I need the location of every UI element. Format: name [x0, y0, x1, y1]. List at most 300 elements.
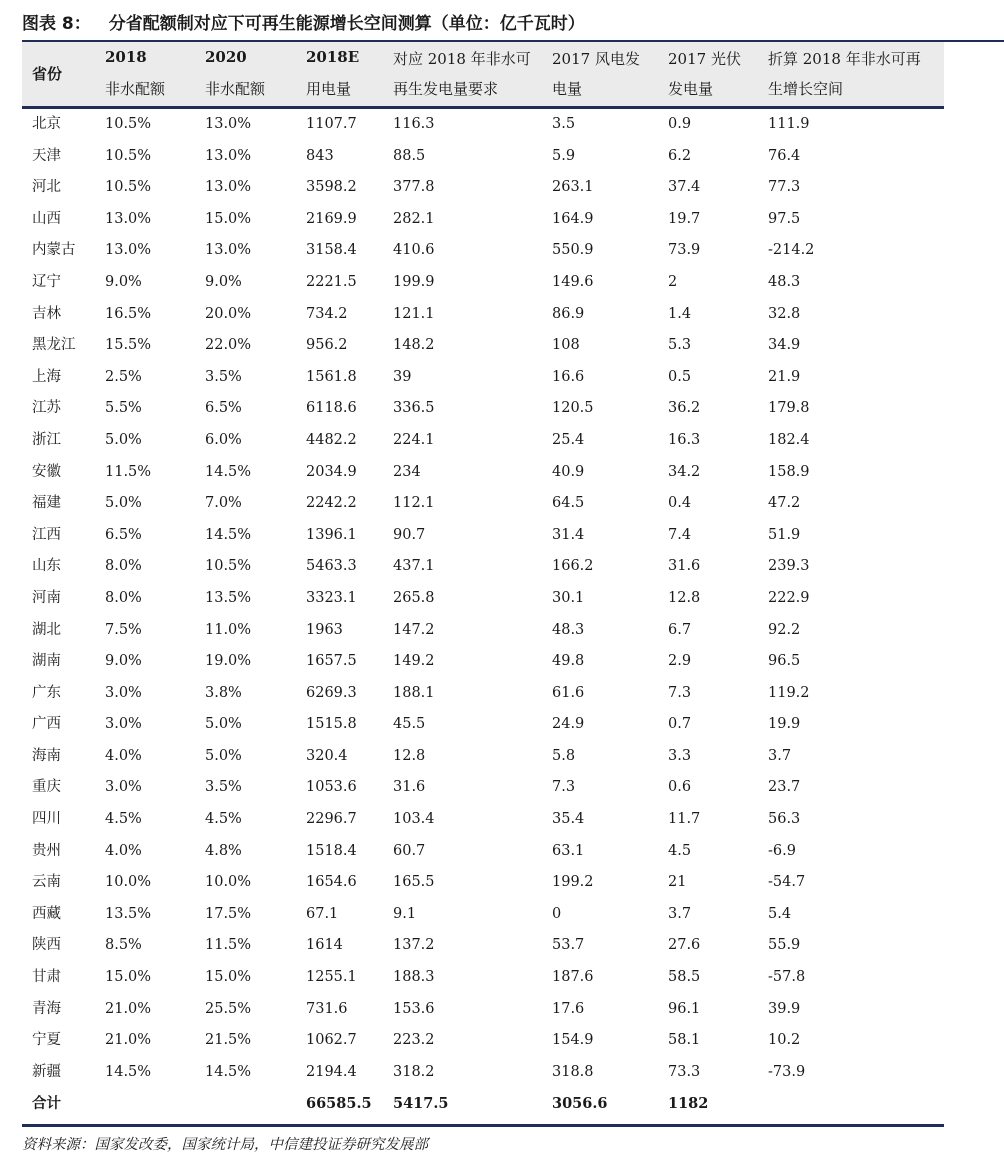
cell-quota-2018: 9.0% — [105, 273, 142, 290]
cell-solar-2017: 5.3 — [668, 337, 692, 354]
cell-required-generation: 437.1 — [393, 558, 435, 575]
table-row — [0, 235, 1004, 267]
cell-province: 甘肃 — [32, 969, 61, 986]
cell-required-generation: 90.7 — [393, 526, 426, 543]
cell-solar-2017: 0.5 — [668, 368, 692, 385]
cell-province: 天津 — [32, 147, 61, 164]
cell-solar-2017: 58.1 — [668, 1032, 701, 1049]
cell-required-generation: 88.5 — [393, 147, 426, 164]
header-line1: 2017 风电发 — [552, 50, 640, 68]
cell-solar-2017: 27.6 — [668, 937, 701, 954]
cell-quota-2018: 2.5% — [105, 368, 142, 385]
cell-required-generation: 282.1 — [393, 210, 435, 227]
cell-solar-2017: 0.4 — [668, 495, 692, 512]
cell-growth-space: 5.4 — [768, 905, 792, 922]
table-row — [0, 583, 1004, 615]
cell-quota-2020: 5.0% — [205, 747, 242, 764]
cell-required-generation: 9.1 — [393, 905, 417, 922]
cell-required-generation: 153.6 — [393, 1000, 435, 1017]
table-row — [0, 457, 1004, 489]
cell-quota-2020: 13.0% — [205, 242, 252, 259]
cell-consumption-2018e: 3323.1 — [306, 589, 357, 606]
table-row — [0, 1057, 1004, 1089]
cell-province: 四川 — [32, 811, 61, 828]
cell-province: 广西 — [32, 716, 61, 733]
cell-province: 广东 — [32, 684, 61, 701]
cell-required-generation: 265.8 — [393, 589, 435, 606]
cell-solar-2017: 73.9 — [668, 242, 701, 259]
header-line1: 2017 光伏 — [668, 50, 741, 68]
cell-quota-2018: 13.5% — [105, 905, 152, 922]
cell-quota-2018: 3.0% — [105, 684, 142, 701]
cell-province: 山西 — [32, 210, 61, 227]
cell-consumption-2018e: 1614 — [306, 937, 343, 954]
cell-quota-2020: 15.0% — [205, 210, 252, 227]
cell-quota-2018: 5.0% — [105, 431, 142, 448]
cell-wind-2017: 187.6 — [552, 969, 594, 986]
cell-consumption-2018e: 1255.1 — [306, 969, 357, 986]
cell-required-generation: 147.2 — [393, 621, 435, 638]
cell-quota-2020: 4.8% — [205, 842, 242, 859]
table-row — [0, 836, 1004, 868]
cell-consumption-2018e: 1518.4 — [306, 842, 357, 859]
cell-growth-space: 39.9 — [768, 1000, 801, 1017]
cell-province: 河南 — [32, 589, 61, 606]
table-row — [0, 109, 1004, 141]
cell-quota-2020: 25.5% — [205, 1000, 252, 1017]
cell-quota-2020: 14.5% — [205, 1063, 252, 1080]
cell-required-generation: 121.1 — [393, 305, 435, 322]
cell-growth-space: 76.4 — [768, 147, 801, 164]
cell-required-generation: 112.1 — [393, 495, 435, 512]
cell-consumption-2018e: 320.4 — [306, 747, 348, 764]
cell-growth-space: -6.9 — [768, 842, 796, 859]
cell-province: 湖南 — [32, 653, 61, 670]
cell-consumption-2018e: 1515.8 — [306, 716, 357, 733]
cell-consumption-2018e: 4482.2 — [306, 431, 357, 448]
cell-province: 上海 — [32, 368, 61, 385]
cell-growth-space: 111.9 — [768, 116, 810, 132]
cell-quota-2018: 11.5% — [105, 463, 152, 480]
figure-title — [22, 10, 585, 38]
cell-required-generation: 188.1 — [393, 684, 435, 701]
cell-wind-2017: 17.6 — [552, 1000, 585, 1017]
cell-wind-2017: 16.6 — [552, 368, 585, 385]
source-note: 资料来源：国家发改委，国家统计局，中信建投证券研究发展部 — [22, 1137, 428, 1153]
cell-growth-space: 34.9 — [768, 337, 801, 354]
cell-growth-space: -54.7 — [768, 874, 806, 891]
cell-wind-2017: 149.6 — [552, 273, 594, 290]
cell-solar-2017: 0.6 — [668, 779, 692, 796]
cell-growth-space: 48.3 — [768, 273, 801, 290]
cell-solar-2017: 0.9 — [668, 116, 692, 132]
cell-growth-space: 179.8 — [768, 400, 810, 417]
table-row — [0, 362, 1004, 394]
cell-wind-2017: 53.7 — [552, 937, 585, 954]
cell-province: 海南 — [32, 747, 61, 764]
cell-consumption-2018e: 6118.6 — [306, 400, 357, 417]
cell-consumption-2018e: 5463.3 — [306, 558, 357, 575]
cell-quota-2020: 7.0% — [205, 495, 242, 512]
cell-wind-2017: 5.8 — [552, 747, 576, 764]
cell-consumption-2018e: 1107.7 — [306, 116, 357, 132]
cell-required-generation: 116.3 — [393, 116, 435, 132]
header-line1: 对应 2018 年非水可 — [393, 50, 531, 68]
cell-consumption-2018e: 731.6 — [306, 1000, 348, 1017]
cell-consumption-2018e: 1396.1 — [306, 526, 357, 543]
cell-quota-2018: 10.5% — [105, 116, 152, 132]
cell-quota-2020: 13.0% — [205, 179, 252, 196]
cell-solar-2017: 1.4 — [668, 305, 692, 322]
cell-wind-2017: 25.4 — [552, 431, 585, 448]
cell-consumption-2018e: 2296.7 — [306, 811, 357, 828]
cell-wind-2017: 35.4 — [552, 811, 585, 828]
cell-wind-2017: 263.1 — [552, 179, 594, 196]
cell-province: 湖北 — [32, 621, 61, 638]
cell-province: 云南 — [32, 874, 61, 891]
cell-quota-2020: 10.0% — [205, 874, 252, 891]
cell-required-generation: 12.8 — [393, 747, 426, 764]
cell-required-generation: 377.8 — [393, 179, 435, 196]
cell-quota-2020: 21.5% — [205, 1032, 252, 1049]
cell-quota-2018: 15.0% — [105, 969, 152, 986]
cell-consumption-2018e: 66585.5 — [306, 1095, 372, 1113]
cell-province: 山东 — [32, 558, 61, 575]
cell-quota-2018: 13.0% — [105, 210, 152, 227]
cell-required-generation: 188.3 — [393, 969, 435, 986]
table-row — [0, 267, 1004, 299]
table-row — [0, 930, 1004, 962]
header-line2: 非水配额 — [205, 80, 266, 98]
cell-consumption-2018e: 6269.3 — [306, 684, 357, 701]
cell-consumption-2018e: 67.1 — [306, 905, 339, 922]
cell-required-generation: 137.2 — [393, 937, 435, 954]
cell-required-generation: 39 — [393, 368, 412, 385]
cell-quota-2020: 13.0% — [205, 147, 252, 164]
figure-caption: 分省配额制对应下可再生能源增长空间测算（单位：亿千瓦时） — [108, 14, 585, 34]
cell-province: 新疆 — [32, 1063, 61, 1080]
cell-wind-2017: 49.8 — [552, 653, 585, 670]
header-line1: 折算 2018 年非水可再 — [768, 50, 921, 68]
cell-solar-2017: 6.7 — [668, 621, 692, 638]
header-line2: 非水配额 — [105, 80, 166, 98]
header-line2: 再生发电量要求 — [393, 80, 499, 98]
table-row — [0, 646, 1004, 678]
cell-required-generation: 224.1 — [393, 431, 435, 448]
cell-quota-2018: 5.0% — [105, 495, 142, 512]
cell-growth-space: 19.9 — [768, 716, 801, 733]
cell-quota-2018: 14.5% — [105, 1063, 152, 1080]
cell-province: 辽宁 — [32, 273, 61, 290]
cell-required-generation: 103.4 — [393, 811, 435, 828]
cell-solar-2017: 4.5 — [668, 842, 692, 859]
cell-growth-space: 47.2 — [768, 495, 801, 512]
cell-solar-2017: 58.5 — [668, 969, 701, 986]
table-row — [0, 867, 1004, 899]
cell-wind-2017: 550.9 — [552, 242, 594, 259]
cell-quota-2018: 3.0% — [105, 716, 142, 733]
cell-wind-2017: 120.5 — [552, 400, 594, 417]
cell-growth-space: 97.5 — [768, 210, 801, 227]
cell-wind-2017: 64.5 — [552, 495, 585, 512]
cell-consumption-2018e: 2221.5 — [306, 273, 357, 290]
cell-growth-space: 51.9 — [768, 526, 801, 543]
table-row — [0, 1025, 1004, 1057]
cell-quota-2020: 6.0% — [205, 431, 242, 448]
cell-wind-2017: 61.6 — [552, 684, 585, 701]
cell-solar-2017: 12.8 — [668, 589, 701, 606]
table-row — [0, 425, 1004, 457]
cell-quota-2020: 19.0% — [205, 653, 252, 670]
table-row — [0, 772, 1004, 804]
cell-solar-2017: 37.4 — [668, 179, 701, 196]
cell-growth-space: 21.9 — [768, 368, 801, 385]
cell-quota-2018: 10.5% — [105, 179, 152, 196]
cell-required-generation: 149.2 — [393, 653, 435, 670]
cell-wind-2017: 164.9 — [552, 210, 594, 227]
cell-quota-2020: 11.5% — [205, 937, 252, 954]
table-row — [0, 204, 1004, 236]
cell-required-generation: 234 — [393, 463, 421, 480]
cell-required-generation: 45.5 — [393, 716, 426, 733]
cell-growth-space: 182.4 — [768, 431, 810, 448]
cell-solar-2017: 2 — [668, 273, 678, 290]
cell-consumption-2018e: 3598.2 — [306, 179, 357, 196]
cell-growth-space: 56.3 — [768, 811, 801, 828]
cell-consumption-2018e: 3158.4 — [306, 242, 357, 259]
cell-consumption-2018e: 734.2 — [306, 305, 348, 322]
cell-wind-2017: 24.9 — [552, 716, 585, 733]
cell-quota-2018: 9.0% — [105, 653, 142, 670]
cell-wind-2017: 318.8 — [552, 1063, 594, 1080]
cell-quota-2018: 6.5% — [105, 526, 142, 543]
cell-quota-2020: 3.5% — [205, 779, 242, 796]
table-row — [0, 709, 1004, 741]
cell-growth-space: 239.3 — [768, 558, 810, 575]
cell-growth-space: 92.2 — [768, 621, 801, 638]
cell-wind-2017: 154.9 — [552, 1032, 594, 1049]
cell-solar-2017: 7.4 — [668, 526, 692, 543]
table-row — [0, 172, 1004, 204]
header-line2: 生增长空间 — [768, 80, 844, 98]
cell-growth-space: 32.8 — [768, 305, 801, 322]
table-row — [0, 615, 1004, 647]
cell-solar-2017: 21 — [668, 874, 687, 891]
cell-required-generation: 31.6 — [393, 779, 426, 796]
cell-quota-2018: 4.0% — [105, 747, 142, 764]
cell-growth-space: 222.9 — [768, 589, 810, 606]
cell-quota-2020: 20.0% — [205, 305, 252, 322]
cell-province: 江西 — [32, 526, 61, 543]
cell-province: 西藏 — [32, 905, 61, 922]
figure-number: 图表 8： — [22, 14, 91, 34]
header-line2: 用电量 — [306, 80, 352, 98]
cell-consumption-2018e: 1053.6 — [306, 779, 357, 796]
header-line1: 2018 — [105, 48, 147, 66]
cell-required-generation: 410.6 — [393, 242, 435, 259]
cell-quota-2018: 8.5% — [105, 937, 142, 954]
cell-province: 福建 — [32, 495, 61, 512]
cell-consumption-2018e: 1062.7 — [306, 1032, 357, 1049]
cell-wind-2017: 3.5 — [552, 116, 576, 132]
cell-quota-2018: 15.5% — [105, 337, 152, 354]
table-row — [0, 678, 1004, 710]
cell-wind-2017: 31.4 — [552, 526, 585, 543]
cell-required-generation: 5417.5 — [393, 1095, 449, 1113]
cell-growth-space: -214.2 — [768, 242, 815, 259]
table-row — [0, 141, 1004, 173]
cell-quota-2020: 10.5% — [205, 558, 252, 575]
cell-wind-2017: 5.9 — [552, 147, 576, 164]
table-row — [0, 899, 1004, 931]
cell-growth-space: 158.9 — [768, 463, 810, 480]
cell-quota-2018: 3.0% — [105, 779, 142, 796]
cell-solar-2017: 1182 — [668, 1095, 709, 1113]
cell-quota-2020: 14.5% — [205, 463, 252, 480]
table-row — [0, 393, 1004, 425]
cell-quota-2018: 5.5% — [105, 400, 142, 417]
cell-province: 贵州 — [32, 842, 61, 859]
cell-province: 宁夏 — [32, 1032, 61, 1049]
table-body — [0, 109, 1004, 1120]
cell-growth-space: 10.2 — [768, 1032, 801, 1049]
cell-solar-2017: 16.3 — [668, 431, 701, 448]
cell-wind-2017: 86.9 — [552, 305, 585, 322]
cell-growth-space: 119.2 — [768, 684, 810, 701]
table-row — [0, 520, 1004, 552]
header-province: 省份 — [32, 65, 63, 83]
cell-wind-2017: 166.2 — [552, 558, 594, 575]
cell-consumption-2018e: 1561.8 — [306, 368, 357, 385]
cell-solar-2017: 6.2 — [668, 147, 692, 164]
table-row — [0, 330, 1004, 362]
cell-growth-space: 23.7 — [768, 779, 801, 796]
cell-province: 浙江 — [32, 431, 61, 448]
cell-wind-2017: 108 — [552, 337, 580, 354]
cell-wind-2017: 0 — [552, 905, 562, 922]
cell-growth-space: 96.5 — [768, 653, 801, 670]
table-row — [0, 962, 1004, 994]
cell-quota-2020: 11.0% — [205, 621, 252, 638]
table-row — [0, 488, 1004, 520]
cell-solar-2017: 11.7 — [668, 811, 701, 828]
cell-required-generation: 165.5 — [393, 874, 435, 891]
cell-province: 江苏 — [32, 400, 61, 417]
cell-province: 安徽 — [32, 463, 61, 480]
cell-province: 青海 — [32, 1000, 61, 1017]
cell-quota-2018: 21.0% — [105, 1032, 152, 1049]
cell-quota-2020: 4.5% — [205, 811, 242, 828]
cell-quota-2020: 13.5% — [205, 589, 252, 606]
cell-quota-2018: 7.5% — [105, 621, 142, 638]
cell-quota-2020: 3.8% — [205, 684, 242, 701]
cell-quota-2020: 6.5% — [205, 400, 242, 417]
cell-required-generation: 336.5 — [393, 400, 435, 417]
cell-solar-2017: 0.7 — [668, 716, 692, 733]
cell-quota-2020: 22.0% — [205, 337, 252, 354]
cell-solar-2017: 3.7 — [668, 905, 692, 922]
cell-consumption-2018e: 2242.2 — [306, 495, 357, 512]
table-row — [0, 299, 1004, 331]
cell-quota-2020: 9.0% — [205, 273, 242, 290]
cell-quota-2018: 10.5% — [105, 147, 152, 164]
cell-province: 北京 — [32, 116, 61, 132]
cell-quota-2018: 13.0% — [105, 242, 152, 259]
cell-quota-2020: 5.0% — [205, 716, 242, 733]
cell-quota-2018: 16.5% — [105, 305, 152, 322]
cell-quota-2020: 3.5% — [205, 368, 242, 385]
cell-consumption-2018e: 2034.9 — [306, 463, 357, 480]
cell-required-generation: 223.2 — [393, 1032, 435, 1049]
cell-required-generation: 148.2 — [393, 337, 435, 354]
cell-solar-2017: 34.2 — [668, 463, 701, 480]
cell-solar-2017: 36.2 — [668, 400, 701, 417]
cell-wind-2017: 63.1 — [552, 842, 585, 859]
cell-solar-2017: 96.1 — [668, 1000, 701, 1017]
cell-consumption-2018e: 2194.4 — [306, 1063, 357, 1080]
cell-growth-space: 3.7 — [768, 747, 792, 764]
cell-wind-2017: 30.1 — [552, 589, 585, 606]
header-line2: 发电量 — [668, 80, 714, 98]
cell-solar-2017: 19.7 — [668, 210, 701, 227]
cell-required-generation: 199.9 — [393, 273, 435, 290]
cell-consumption-2018e: 1657.5 — [306, 653, 357, 670]
cell-wind-2017: 199.2 — [552, 874, 594, 891]
cell-solar-2017: 3.3 — [668, 747, 692, 764]
cell-consumption-2018e: 2169.9 — [306, 210, 357, 227]
cell-solar-2017: 73.3 — [668, 1063, 701, 1080]
cell-quota-2018: 4.5% — [105, 811, 142, 828]
header-line2: 电量 — [552, 80, 583, 98]
cell-solar-2017: 7.3 — [668, 684, 692, 701]
cell-consumption-2018e: 1963 — [306, 621, 343, 638]
cell-solar-2017: 31.6 — [668, 558, 701, 575]
cell-quota-2018: 21.0% — [105, 1000, 152, 1017]
cell-growth-space: -73.9 — [768, 1063, 806, 1080]
cell-province: 陕西 — [32, 937, 61, 954]
cell-quota-2020: 17.5% — [205, 905, 252, 922]
header-line1: 2018E — [306, 48, 360, 66]
cell-province: 黑龙江 — [32, 337, 76, 354]
cell-consumption-2018e: 843 — [306, 147, 334, 164]
cell-quota-2018: 8.0% — [105, 558, 142, 575]
cell-required-generation: 318.2 — [393, 1063, 435, 1080]
total-row — [0, 1088, 1004, 1120]
cell-wind-2017: 48.3 — [552, 621, 585, 638]
cell-quota-2018: 10.0% — [105, 874, 152, 891]
table-row — [0, 551, 1004, 583]
cell-quota-2020: 14.5% — [205, 526, 252, 543]
bottom-rule — [22, 1124, 944, 1127]
cell-province: 重庆 — [32, 779, 61, 796]
cell-wind-2017: 7.3 — [552, 779, 576, 796]
cell-wind-2017: 40.9 — [552, 463, 585, 480]
cell-quota-2018: 8.0% — [105, 589, 142, 606]
table-row — [0, 994, 1004, 1026]
cell-growth-space: 55.9 — [768, 937, 801, 954]
cell-growth-space: 77.3 — [768, 179, 801, 196]
header-line1: 2020 — [205, 48, 247, 66]
cell-consumption-2018e: 956.2 — [306, 337, 348, 354]
table-row — [0, 741, 1004, 773]
cell-province: 合计 — [32, 1095, 61, 1113]
cell-province: 内蒙古 — [32, 242, 76, 259]
table-row — [0, 804, 1004, 836]
cell-quota-2020: 15.0% — [205, 969, 252, 986]
cell-wind-2017: 3056.6 — [552, 1095, 608, 1113]
cell-required-generation: 60.7 — [393, 842, 426, 859]
cell-province: 河北 — [32, 179, 61, 196]
